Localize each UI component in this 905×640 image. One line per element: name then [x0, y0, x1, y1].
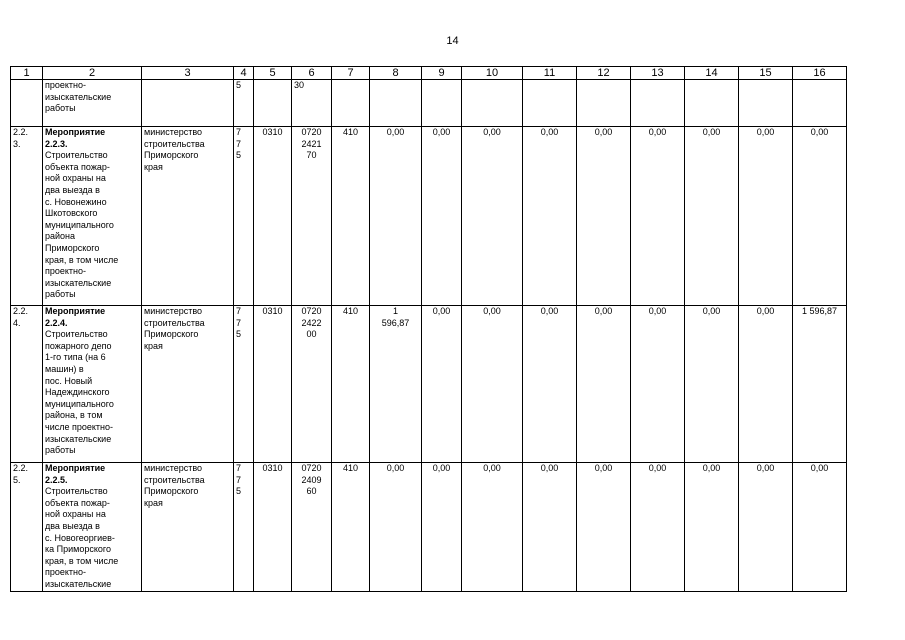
cell-c6 [292, 80, 332, 127]
text-line: 7 [236, 127, 242, 137]
text-line: 5 [236, 486, 242, 497]
cell-c5: 0310 [254, 463, 292, 592]
text-line: числе проектно- [45, 421, 113, 432]
text-line: 5 [236, 80, 242, 90]
cell-v16: 1 596,87 [793, 306, 847, 463]
cell-c5 [254, 80, 292, 127]
text-line: машин) в [45, 363, 84, 374]
cell-c4 [234, 127, 254, 306]
text-line: министерство [144, 306, 203, 316]
text-line: ной охраны на [45, 173, 106, 184]
cell-c15 [739, 80, 793, 127]
cell-c8 [370, 127, 422, 306]
text-line: муниципального [45, 398, 114, 409]
header-cell-5: 5 [254, 67, 292, 80]
table-row [11, 463, 847, 592]
text-line: изыскательские [45, 578, 112, 589]
cell-num [11, 80, 43, 127]
text-line: края [144, 340, 163, 351]
table-row [11, 306, 847, 463]
text-line: Мероприятие [45, 127, 106, 137]
cell-c8 [370, 463, 422, 592]
text-line: пос. Новый [45, 375, 93, 386]
header-cell-3: 3 [142, 67, 234, 80]
cell-num [11, 306, 43, 463]
header-cell-10: 10 [462, 67, 523, 80]
header-cell-14: 14 [685, 67, 739, 80]
cell-v15: 0,00 [739, 306, 793, 463]
cell-desc [43, 80, 142, 127]
cell-c4 [234, 463, 254, 592]
header-cell-12: 12 [577, 67, 631, 80]
text-line: 2422 [301, 317, 322, 328]
cell-c7: 410 [332, 127, 370, 306]
cell-c7: 410 [332, 463, 370, 592]
cell-c11 [523, 80, 577, 127]
cell-v12: 0,00 [577, 127, 631, 306]
header-cell-6: 6 [292, 67, 332, 80]
text-line: 7 [236, 474, 242, 485]
text-line: Строительство [45, 329, 108, 340]
page-number: 14 [446, 35, 459, 47]
cell-v15: 0,00 [739, 463, 793, 592]
cell-c14 [685, 80, 739, 127]
text-line: 7 [236, 138, 242, 149]
cell-v16: 0,00 [793, 463, 847, 592]
cell-c5: 0310 [254, 127, 292, 306]
text-line: 4. [13, 317, 21, 328]
header-cell-7: 7 [332, 67, 370, 80]
cell-v11: 0,00 [523, 127, 577, 306]
header-cell-4: 4 [234, 67, 254, 80]
cell-num [11, 127, 43, 306]
text-line: края, в том числе [45, 555, 119, 566]
cell-c6 [292, 127, 332, 306]
cell-v14: 0,00 [685, 127, 739, 306]
text-line: работы [45, 103, 76, 114]
cell-c9 [422, 80, 462, 127]
cell-v11: 0,00 [523, 306, 577, 463]
cell-desc [43, 463, 142, 592]
table-row [11, 127, 847, 306]
cell-v14: 0,00 [685, 306, 739, 463]
text-line: 2.2.4. [45, 317, 68, 328]
text-line: района [45, 231, 76, 242]
text-line: 5. [13, 474, 21, 485]
text-line: 1-го типа (на 6 [45, 352, 106, 363]
cell-c10 [462, 80, 523, 127]
header-cell-8: 8 [370, 67, 422, 80]
cell-c6 [292, 306, 332, 463]
text-line: 0720 [301, 306, 322, 316]
text-line: 7 [236, 317, 242, 328]
text-line: Мероприятие [45, 306, 106, 316]
cell-v9: 0,00 [422, 127, 462, 306]
text-line: объекта пожар- [45, 161, 110, 172]
text-line: 2.2.3. [45, 138, 68, 149]
text-line: 2.2.5. [45, 474, 68, 485]
cell-c8 [370, 80, 422, 127]
text-line: два выезда в [45, 520, 100, 531]
text-line: Строительство [45, 486, 108, 497]
cell-desc [43, 127, 142, 306]
header-cell-2: 2 [43, 67, 142, 80]
text-line: Надеждинского [45, 387, 110, 398]
text-line: строительства [144, 138, 205, 149]
cell-v16: 0,00 [793, 127, 847, 306]
cell-c6 [292, 463, 332, 592]
text-line: 2409 [301, 474, 322, 485]
text-line: 3. [13, 138, 21, 149]
text-line: проектно- [45, 80, 87, 90]
text-line: 7 [236, 463, 242, 473]
text-line: строительства [144, 474, 205, 485]
cell-v9: 0,00 [422, 463, 462, 592]
text-line: 5 [236, 329, 242, 340]
cell-v11: 0,00 [523, 463, 577, 592]
text-line: 70 [306, 150, 317, 161]
cell-exec [142, 306, 234, 463]
text-line: 2.2. [13, 463, 29, 473]
cell-c8 [370, 306, 422, 463]
text-line: изыскательские [45, 277, 112, 288]
header-cell-1: 1 [11, 67, 43, 80]
text-line: 0720 [301, 127, 322, 137]
cell-v13: 0,00 [631, 306, 685, 463]
cell-exec [142, 127, 234, 306]
cell-c4 [234, 80, 254, 127]
cell-c13 [631, 80, 685, 127]
continuation-row [11, 80, 847, 127]
text-line: Приморского [144, 329, 199, 340]
cell-v15: 0,00 [739, 127, 793, 306]
cell-c7: 410 [332, 306, 370, 463]
cell-v10: 0,00 [462, 463, 523, 592]
text-line: 5 [236, 150, 242, 161]
cell-v12: 0,00 [577, 306, 631, 463]
header-cell-16: 16 [793, 67, 847, 80]
text-line: Приморского [144, 486, 199, 497]
cell-v14: 0,00 [685, 463, 739, 592]
text-line: пожарного депо [45, 340, 112, 351]
text-line: строительства [144, 317, 205, 328]
cell-c12 [577, 80, 631, 127]
cell-v9: 0,00 [422, 306, 462, 463]
cell-v10: 0,00 [462, 306, 523, 463]
cell-c4 [234, 306, 254, 463]
text-line: ка Приморского [45, 544, 111, 555]
text-line: проектно- [45, 266, 87, 277]
text-line: Строительство [45, 150, 108, 161]
cell-v12: 0,00 [577, 463, 631, 592]
cell-v13: 0,00 [631, 463, 685, 592]
text-line: Мероприятие [45, 463, 106, 473]
text-line: 2.2. [13, 127, 29, 137]
text-line: работы [45, 289, 76, 300]
header-row [11, 67, 847, 80]
text-line: Шкотовского [45, 208, 98, 219]
cell-v13: 0,00 [631, 127, 685, 306]
text-line: 60 [306, 486, 317, 497]
cell-exec [142, 80, 234, 127]
text-line: с. Новонежино [45, 196, 107, 207]
text-line: изыскательские [45, 433, 112, 444]
text-line: 2421 [301, 138, 322, 149]
text-line: 0,00 [386, 127, 405, 137]
text-line: Приморского [144, 150, 199, 161]
cell-exec [142, 463, 234, 592]
header-cell-11: 11 [523, 67, 577, 80]
text-line: изыскательские [45, 91, 112, 102]
text-line: ной охраны на [45, 509, 106, 520]
cell-v10: 0,00 [462, 127, 523, 306]
text-line: министерство [144, 127, 203, 137]
text-line: края [144, 497, 163, 508]
header-cell-15: 15 [739, 67, 793, 80]
text-line: два выезда в [45, 184, 100, 195]
cell-num [11, 463, 43, 592]
text-line: с. Новогеоргиев- [45, 532, 115, 543]
header-cell-9: 9 [422, 67, 462, 80]
text-line: Приморского [45, 242, 100, 253]
text-line: работы [45, 445, 76, 456]
text-line: проектно- [45, 567, 87, 578]
text-line: муниципального [45, 219, 114, 230]
text-line: министерство [144, 463, 203, 473]
text-line: 0720 [301, 463, 322, 473]
text-line: 7 [236, 306, 242, 316]
budget-table [10, 66, 847, 592]
text-line: района, в том [45, 410, 103, 421]
text-line: 0,00 [386, 463, 405, 473]
text-line: объекта пожар- [45, 497, 110, 508]
text-line: 30 [294, 80, 305, 90]
text-line: края, в том числе [45, 254, 119, 265]
cell-c16 [793, 80, 847, 127]
text-line: края [144, 161, 163, 172]
cell-c5: 0310 [254, 306, 292, 463]
cell-desc [43, 306, 142, 463]
text-line: 00 [306, 329, 317, 340]
text-line: 2.2. [13, 306, 29, 316]
cell-c7 [332, 80, 370, 127]
header-cell-13: 13 [631, 67, 685, 80]
text-line: 1 [392, 306, 398, 316]
text-line: 596,87 [381, 317, 410, 328]
